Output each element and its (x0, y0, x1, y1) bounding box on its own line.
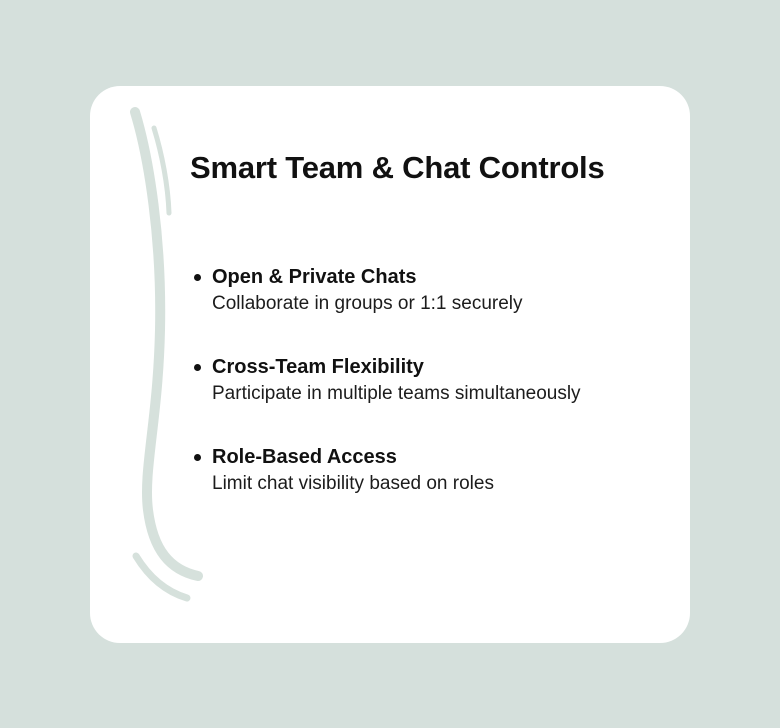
list-item-description: Limit chat visibility based on roles (212, 473, 494, 494)
list-item-description: Collaborate in groups or 1:1 securely (212, 293, 523, 314)
feature-list (194, 264, 664, 497)
list-item-text (212, 444, 664, 497)
brush-top-accent (154, 128, 169, 213)
list-item-heading: Role-Based Access (212, 446, 397, 468)
list-item-text (212, 264, 664, 317)
list-item-description: Participate in multiple teams simultaneously (212, 383, 581, 404)
list-item (194, 354, 664, 407)
bullet-dot (194, 364, 201, 371)
list-item-heading: Open & Private Chats (212, 266, 417, 288)
brush-main-curve (135, 112, 198, 576)
list-item (194, 264, 664, 317)
list-item-heading: Cross-Team Flexibility (212, 356, 424, 378)
brush-bottom-accent (136, 556, 187, 598)
content-card (90, 86, 690, 643)
page-title: Smart Team & Chat Controls (190, 150, 605, 185)
bullet-dot (194, 274, 201, 281)
bullet-dot (194, 454, 201, 461)
list-item (194, 444, 664, 497)
list-item-text (212, 354, 664, 407)
